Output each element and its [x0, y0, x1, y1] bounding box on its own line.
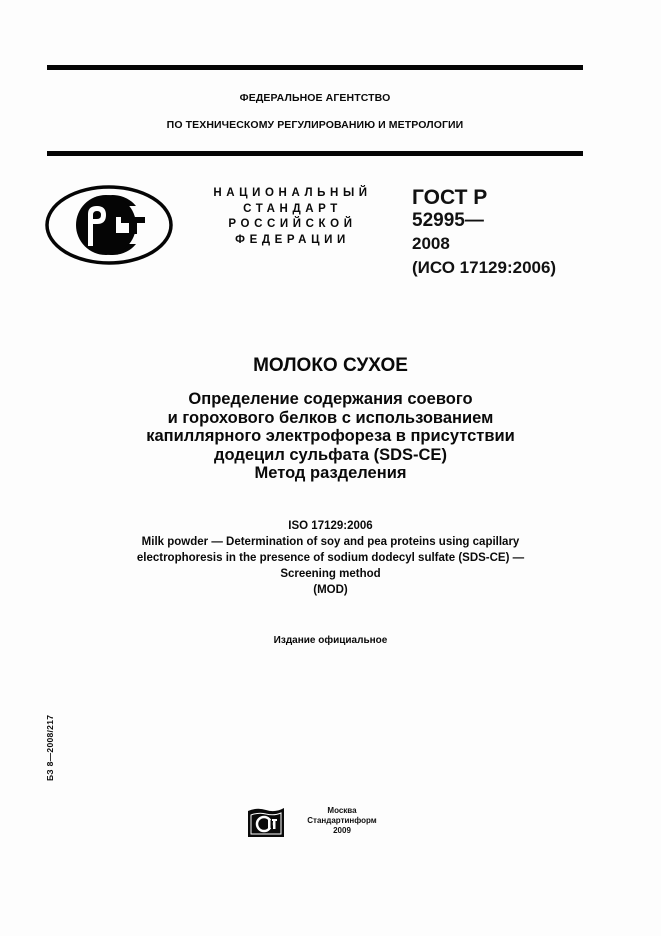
document-title: МОЛОКО СУХОЕ: [253, 355, 408, 376]
publisher-name: Стандартинформ: [307, 816, 377, 825]
publisher-year: 2009: [333, 826, 351, 835]
standard-designation: [412, 186, 556, 280]
iso-title-line: Milk powder — Determination of soy and pea proteins using capillary: [141, 536, 520, 548]
top-rule-divider: [47, 65, 583, 70]
agency-name-line1: ФЕДЕРАЛЬНОЕ АГЕНТСТВО: [239, 92, 391, 104]
document-subtitle: [0, 390, 661, 483]
subtitle-line: Определение содержания соевого: [188, 390, 473, 408]
national-standard-line: РОССИЙСКОЙ: [228, 218, 357, 230]
iso-reference: [0, 518, 661, 598]
iso-title-line: (MOD): [313, 584, 348, 596]
subtitle-line: и горохового белков с использованием: [167, 408, 494, 427]
subtitle-line: додецил сульфата (SDS-CE): [214, 445, 447, 464]
iso-title-line: electrophoresis in the presence of sodium dodecyl sulfate (SDS-CE) —: [136, 552, 525, 564]
designation-line1: ГОСТ Р: [412, 186, 488, 209]
national-standard-label: [205, 186, 380, 248]
subtitle-line: капиллярного электрофореза в присутствии: [146, 427, 515, 445]
designation-line2: 52995—: [412, 210, 484, 231]
official-edition-label: Издание официальное: [273, 635, 388, 646]
rst-certification-logo-icon: [44, 184, 174, 266]
standartinform-logo-icon: [247, 806, 285, 838]
national-standard-line: ФЕДЕРАЦИИ: [235, 233, 350, 246]
side-catalog-code: БЗ 8—2008/217: [45, 714, 55, 781]
publisher-imprint: [292, 806, 392, 836]
designation-line4: (ИСО 17129:2006): [412, 258, 557, 277]
bottom-rule-divider: [47, 151, 583, 156]
national-standard-line: НАЦИОНАЛЬНЫЙ: [213, 187, 372, 199]
designation-line3: 2008: [412, 234, 450, 253]
national-standard-line: СТАНДАРТ: [243, 202, 342, 215]
publisher-city: Москва: [327, 806, 357, 815]
subtitle-line: Метод разделения: [254, 464, 407, 482]
iso-title-line: Screening method: [280, 568, 381, 580]
agency-name-line2: ПО ТЕХНИЧЕСКОМУ РЕГУЛИРОВАНИЮ И МЕТРОЛОГИИ: [166, 119, 464, 131]
iso-code: ISO 17129:2006: [288, 520, 373, 532]
